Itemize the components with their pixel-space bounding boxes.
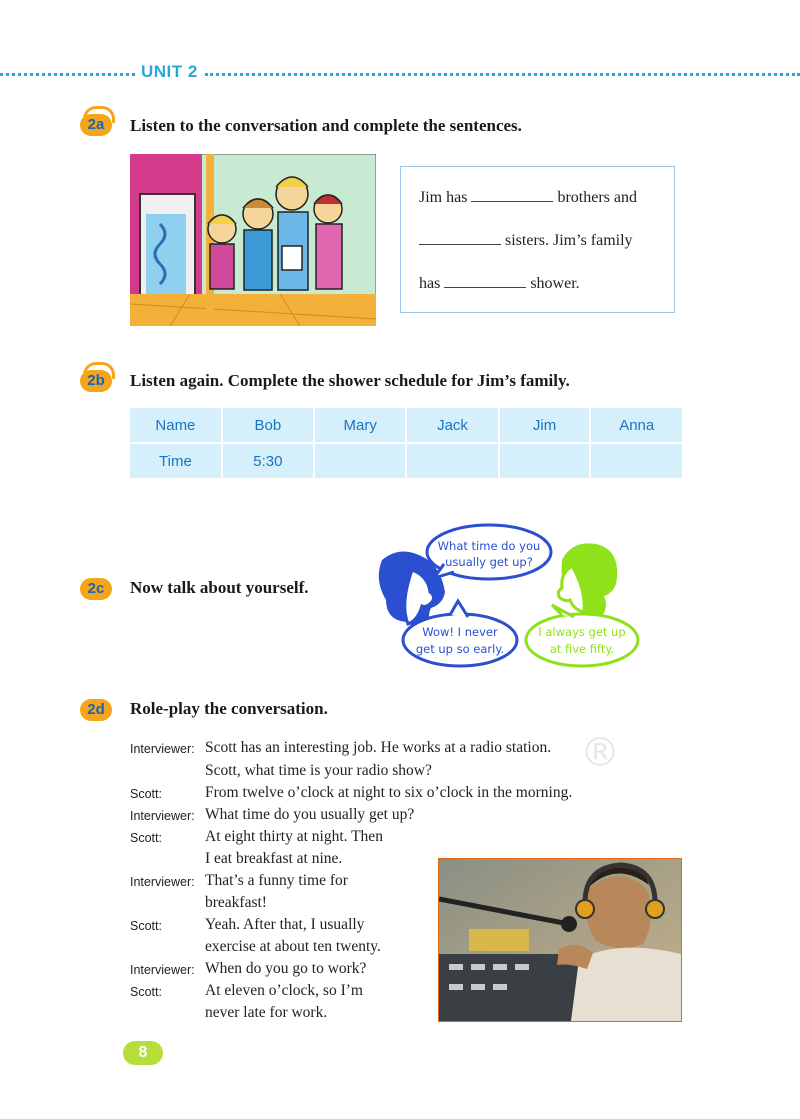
bubble-text: at five fifty. [549,642,615,656]
radio-dj-photo [438,858,682,1022]
speaker-label: Interviewer: [130,875,195,889]
table-cell: Jim [499,408,591,443]
instruction-2c: Now talk about yourself. [130,578,309,597]
table-cell: Name [130,408,222,443]
badge-2c [80,578,112,600]
badge-label: 2d [87,701,105,718]
dialogue-text: That’s a funny time for [205,872,348,889]
answer-cell[interactable] [499,443,591,478]
answer-blank[interactable] [444,275,526,288]
speaker-label: Scott: [130,831,162,845]
speech-bubbles-illustration [372,520,642,668]
dialogue-text: exercise at about ten twenty. [205,938,381,955]
speaker-label: Scott: [130,919,162,933]
speaker-label: Interviewer: [130,809,195,823]
dialogue-text: breakfast! [205,894,267,911]
badge-2b [80,370,112,392]
fill-line-3: has shower. [419,275,580,292]
dialogue-text: Scott has an interesting job. He works at a radio station. [205,739,552,756]
table-cell: Bob [222,408,314,443]
answer-cell[interactable] [314,443,406,478]
speaker-label: Scott: [130,985,162,999]
badge-label: 2a [87,116,105,133]
headphones-icon [83,106,115,123]
bubble-text: get up so early. [415,642,505,656]
fill-line-1: Jim has brothers and [419,189,637,206]
bubble-text: usually get up? [445,555,533,569]
dialogue-text: When do you go to work? [205,960,367,977]
table-row [130,443,682,478]
speaker-label: Interviewer: [130,742,195,756]
answer-blank[interactable] [471,189,553,202]
table-cell: Time [130,443,222,478]
badge-label: 2c [87,580,105,597]
table-cell: 5:30 [222,443,314,478]
header-dotted-rule-left [0,73,135,76]
instruction-2a: Listen to the conversation and complete the sentences. [130,116,522,135]
green-person-icon [558,543,617,620]
answer-blank[interactable] [419,232,501,245]
dialogue-text: At eleven o’clock, so I’m [205,982,363,999]
dialogue-text: I eat breakfast at nine. [205,850,343,867]
registered-mark-icon: ® [580,730,620,776]
table-cell: Anna [590,408,682,443]
answer-cell[interactable] [406,443,498,478]
dialogue-text: What time do you usually get up? [205,806,415,823]
answer-cell[interactable] [590,443,682,478]
dialogue-text: At eight thirty at night. Then [205,828,383,845]
speaker-label: Interviewer: [130,963,195,977]
bubble-text: What time do you [437,539,541,553]
headphones-icon [83,362,115,379]
bubble-text: Wow! I never [422,625,498,639]
table-header-row [130,408,682,443]
dialogue-text: Scott, what time is your radio show? [205,762,432,779]
page-number-badge: 8 [123,1041,163,1065]
badge-2d [80,699,112,721]
unit-label: UNIT 2 [141,62,198,81]
table-cell: Mary [314,408,406,443]
fill-in-sentence-box [400,166,675,313]
shower-schedule-table [130,408,682,478]
dialogue-text: Yeah. After that, I usually [205,916,365,933]
dialogue-text: From twelve o’clock at night to six o’clock in the morning. [205,784,573,801]
bubble-text: I always get up [538,625,626,639]
table-cell: Jack [406,408,498,443]
instruction-2b: Listen again. Complete the shower schedule for Jim’s family. [130,371,570,390]
answer-bubble-green [526,605,638,666]
question-bubble [427,525,551,579]
speaker-label: Scott: [130,787,162,801]
fill-line-2: sisters. Jim’s family [419,232,633,250]
badge-2a [80,114,112,136]
header-dotted-rule-right [205,73,800,76]
instruction-2d: Role-play the conversation. [130,699,328,718]
badge-label: 2b [87,372,105,389]
family-shower-illustration [130,154,376,326]
dialogue-text: never late for work. [205,1004,328,1021]
